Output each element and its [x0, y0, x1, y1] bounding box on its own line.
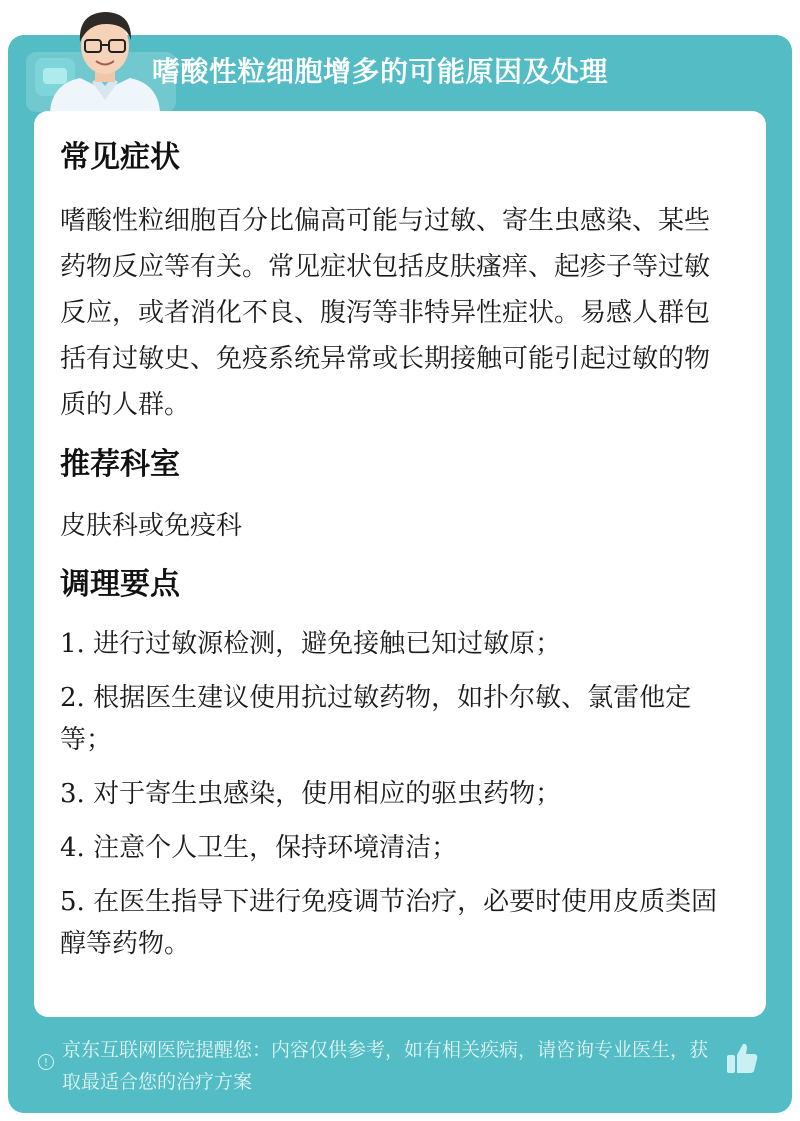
- info-icon: !: [38, 1054, 54, 1070]
- content-body: [60, 111, 730, 965]
- list-number: 2.: [60, 683, 85, 713]
- department-heading: 推荐科室: [60, 447, 180, 482]
- list-text: 注意个人卫生，保持环境清洁；: [93, 833, 458, 863]
- list-text: 进行过敏源检测，避免接触已知过敏原；: [93, 629, 562, 659]
- symptoms-heading: 常见症状: [60, 140, 180, 175]
- symptoms-text: 嗜酸性粒细胞百分比偏高可能与过敏、寄生虫感染、某些药物反应等有关。常见症状包括皮肤瘙痒、起疹子等过敏反应，或者消化不良、腹泻等非特异性症状。易感人群包括有过敏史、免疫系统异常或长期接触可能引起过敏的物质的人群。: [60, 206, 711, 420]
- page-title: 嗜酸性粒细胞增多的可能原因及处理: [152, 55, 609, 88]
- thumbs-up-icon[interactable]: [724, 1040, 760, 1076]
- list-text: 对于寄生虫感染，使用相应的驱虫药物；: [93, 779, 562, 809]
- list-item: [60, 623, 730, 665]
- doctor-avatar: [40, 0, 170, 112]
- care-list: [60, 623, 730, 965]
- list-item: [60, 827, 730, 869]
- list-number: 1.: [60, 629, 85, 659]
- list-number: 4.: [60, 833, 85, 863]
- department-text: 皮肤科或免疫科: [60, 511, 243, 541]
- list-text: 根据医生建议使用抗过敏药物，如扑尔敏、氯雷他定等；: [60, 683, 692, 755]
- list-number: 5.: [60, 887, 85, 917]
- list-text: 在医生指导下进行免疫调节治疗，必要时使用皮质类固醇等药物。: [60, 887, 718, 959]
- list-item: [60, 881, 730, 965]
- list-number: 3.: [60, 779, 85, 809]
- care-heading: 调理要点: [60, 567, 180, 602]
- footer-notice: 京东互联网医院提醒您：内容仅供参考，如有相关疾病，请咨询专业医生，获取最适合您的治疗方案: [62, 1039, 709, 1093]
- list-item: [60, 677, 730, 761]
- list-item: [60, 773, 730, 815]
